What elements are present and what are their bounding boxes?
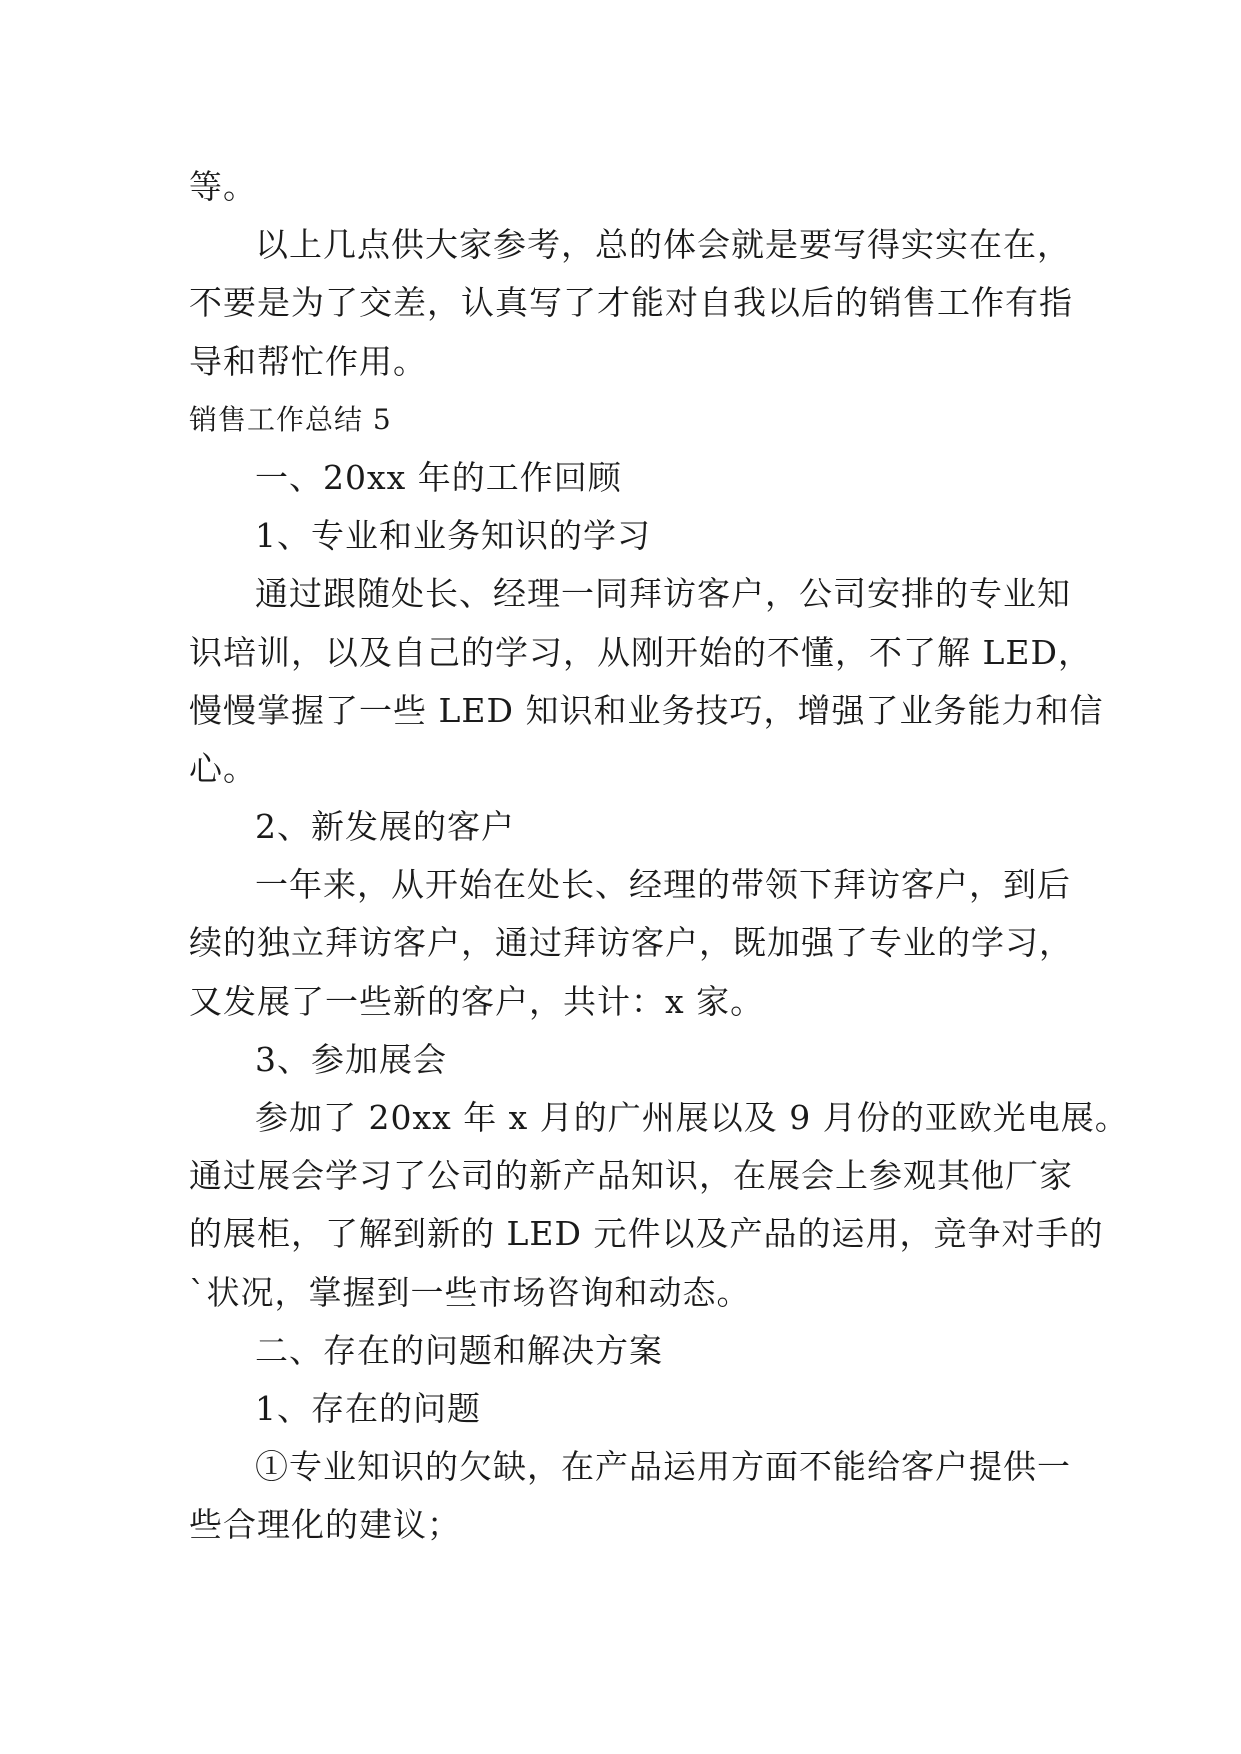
subheading-line: 3、参加展会 bbox=[255, 1039, 447, 1079]
document-body bbox=[189, 158, 1129, 1555]
text-line: 一年来，从开始在处长、经理的带领下拜访客户，到后 bbox=[255, 865, 1071, 905]
text-line: 导和帮忙作用。 bbox=[189, 341, 427, 381]
text-line: 等。 bbox=[189, 167, 257, 206]
text-line: 些合理化的建议； bbox=[189, 1505, 461, 1545]
subheading-line: 1、专业和业务知识的学习 bbox=[255, 516, 651, 556]
text-line: 慢慢掌握了一些 LED 知识和业务技巧，增强了业务能力和信 bbox=[189, 690, 1104, 730]
subheading-line: 1、存在的问题 bbox=[255, 1388, 481, 1428]
text-line: 心。 bbox=[189, 748, 257, 788]
text-line: 又发展了一些新的客户，共计：x 家。 bbox=[189, 981, 765, 1021]
text-line: 通过跟随处长、经理一同拜访客户，公司安排的专业知 bbox=[255, 574, 1071, 614]
text-line: 不要是为了交差，认真写了才能对自我以后的销售工作有指 bbox=[189, 283, 1073, 323]
text-line: 参加了 20xx 年 x 月的广州展以及 9 月份的亚欧光电展。 bbox=[255, 1098, 1129, 1137]
heading-line: 一、20xx 年的工作回顾 bbox=[255, 457, 622, 497]
text-line: 通过展会学习了公司的新产品知识，在展会上参观其他厂家 bbox=[189, 1156, 1073, 1196]
text-line: `状况，掌握到一些市场咨询和动态。 bbox=[189, 1272, 751, 1312]
text-line: 以上几点供大家参考，总的体会就是要写得实实在在， bbox=[255, 225, 1071, 265]
text-line: 的展柜，了解到新的 LED 元件以及产品的运用，竞争对手的 bbox=[189, 1214, 1104, 1254]
text-line: 续的独立拜访客户，通过拜访客户，既加强了专业的学习， bbox=[189, 923, 1073, 963]
text-line: ①专业知识的欠缺，在产品运用方面不能给客户提供一 bbox=[255, 1447, 1071, 1487]
subheading-line: 2、新发展的客户 bbox=[255, 807, 515, 847]
text-line: 识培训，以及自己的学习，从刚开始的不懂，不了解 LED， bbox=[189, 632, 1092, 672]
heading-line: 二、存在的问题和解决方案 bbox=[255, 1330, 663, 1370]
section-title: 销售工作总结 5 bbox=[189, 402, 392, 436]
